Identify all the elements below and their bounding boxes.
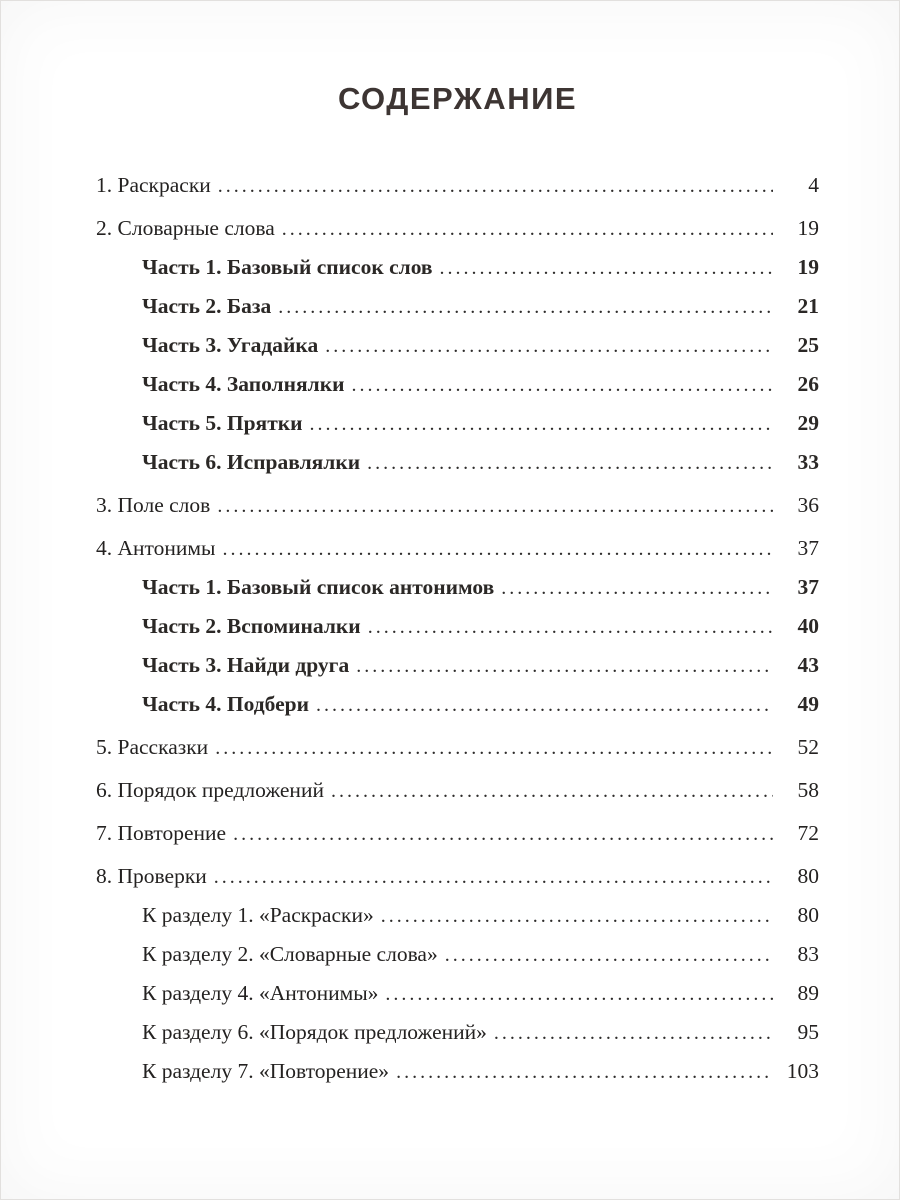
- toc-leader-dots: [310, 411, 773, 436]
- toc-leader-dots: [501, 575, 773, 600]
- toc-leader-dots: [222, 536, 773, 561]
- toc-entry-page: 4: [808, 173, 819, 197]
- toc-leader-dots: [445, 942, 773, 967]
- toc-entry-title: 3. Поле слов: [96, 493, 211, 517]
- toc-entry-title: Часть 5. Прятки: [142, 411, 303, 435]
- toc-entry-page: 33: [797, 450, 819, 474]
- toc-leader-dots: [351, 372, 773, 397]
- toc-entry: [96, 255, 819, 294]
- toc-leader-dots: [368, 614, 773, 639]
- toc-entry-page: 43: [797, 653, 819, 677]
- toc-entry-page: 72: [797, 821, 819, 845]
- toc-entry-title: Часть 6. Исправлялки: [142, 450, 361, 474]
- toc-entry-title: 6. Порядок предложений: [96, 778, 324, 802]
- toc-entry-page: 83: [797, 942, 819, 966]
- toc-leader-dots: [331, 778, 773, 803]
- toc-entry-page: 26: [797, 372, 819, 396]
- toc-entry: [96, 493, 819, 532]
- toc-entry: [96, 536, 819, 575]
- toc-entry: [96, 903, 819, 942]
- toc-leader-dots: [282, 216, 773, 241]
- toc-entry-page: 58: [797, 778, 819, 802]
- toc-entry-title: К разделу 6. «Порядок предложений»: [142, 1020, 487, 1044]
- toc-leader-dots: [356, 653, 773, 678]
- toc-leader-dots: [325, 333, 773, 358]
- toc-entry-title: Часть 2. Вспоминалки: [142, 614, 361, 638]
- toc-entry-page: 40: [797, 614, 819, 638]
- toc-entry: [96, 216, 819, 255]
- toc-entry-title: Часть 2. База: [142, 294, 272, 318]
- toc-entry: [96, 294, 819, 333]
- toc-entry-title: 8. Проверки: [96, 864, 207, 888]
- toc-entry-title: К разделу 4. «Антонимы»: [142, 981, 379, 1005]
- toc-leader-dots: [215, 735, 773, 760]
- toc-entry: [96, 821, 819, 860]
- toc-leader-dots: [494, 1020, 773, 1045]
- toc-entry-page: 37: [797, 536, 819, 560]
- toc-entry: [96, 735, 819, 774]
- toc-entry: [96, 778, 819, 817]
- toc-entry-page: 19: [797, 216, 819, 240]
- toc-entry-title: К разделу 2. «Словарные слова»: [142, 942, 438, 966]
- table-of-contents: [96, 173, 819, 1098]
- toc-leader-dots: [316, 692, 773, 717]
- toc-leader-dots: [217, 493, 773, 518]
- toc-leader-dots: [440, 255, 773, 280]
- toc-entry-page: 37: [797, 575, 819, 599]
- toc-leader-dots: [278, 294, 773, 319]
- toc-entry: [96, 411, 819, 450]
- toc-leader-dots: [381, 903, 773, 928]
- toc-entry: [96, 450, 819, 489]
- toc-entry: [96, 1020, 819, 1059]
- toc-entry-page: 49: [797, 692, 819, 716]
- toc-leader-dots: [396, 1059, 773, 1084]
- toc-entry: [96, 1059, 819, 1098]
- toc-entry-title: Часть 3. Найди друга: [142, 653, 350, 677]
- toc-entry-page: 95: [797, 1020, 819, 1044]
- toc-entry-page: 19: [797, 255, 819, 279]
- toc-leader-dots: [218, 173, 773, 198]
- page-title: СОДЕРЖАНИЕ: [337, 81, 578, 116]
- toc-entry-title: 5. Рассказки: [96, 735, 209, 759]
- toc-entry-title: 4. Антонимы: [96, 536, 216, 560]
- toc-entry-title: 7. Повторение: [96, 821, 227, 845]
- toc-entry-page: 25: [797, 333, 819, 357]
- toc-entry-page: 103: [786, 1059, 819, 1083]
- toc-entry: [96, 372, 819, 411]
- toc-entry-page: 80: [797, 864, 819, 888]
- toc-entry-title: К разделу 1. «Раскраски»: [142, 903, 374, 927]
- toc-entry-page: 21: [797, 294, 819, 318]
- toc-entry: [96, 864, 819, 903]
- toc-entry: [96, 692, 819, 731]
- toc-entry: [96, 942, 819, 981]
- toc-entry: [96, 333, 819, 372]
- toc-entry-page: 29: [797, 411, 819, 435]
- toc-entry-title: Часть 1. Базовый список слов: [142, 255, 433, 279]
- toc-entry: [96, 614, 819, 653]
- toc-entry-title: Часть 4. Подбери: [142, 692, 309, 716]
- toc-leader-dots: [385, 981, 773, 1006]
- toc-entry: [96, 653, 819, 692]
- toc-entry: [96, 173, 819, 212]
- toc-entry-page: 80: [797, 903, 819, 927]
- toc-leader-dots: [214, 864, 773, 889]
- toc-entry: [96, 981, 819, 1020]
- toc-entry-title: 1. Раскраски: [96, 173, 211, 197]
- toc-entry-title: Часть 4. Заполнялки: [142, 372, 345, 396]
- toc-entry-title: Часть 3. Угадайка: [142, 333, 319, 357]
- toc-entry-title: К разделу 7. «Повторение»: [142, 1059, 390, 1083]
- toc-entry: [96, 575, 819, 614]
- toc-leader-dots: [233, 821, 773, 846]
- toc-entry-page: 36: [797, 493, 819, 517]
- toc-entry-title: 2. Словарные слова: [96, 216, 275, 240]
- toc-entry-page: 89: [797, 981, 819, 1005]
- toc-entry-title: Часть 1. Базовый список антонимов: [142, 575, 495, 599]
- toc-entry-page: 52: [797, 735, 819, 759]
- toc-leader-dots: [367, 450, 773, 475]
